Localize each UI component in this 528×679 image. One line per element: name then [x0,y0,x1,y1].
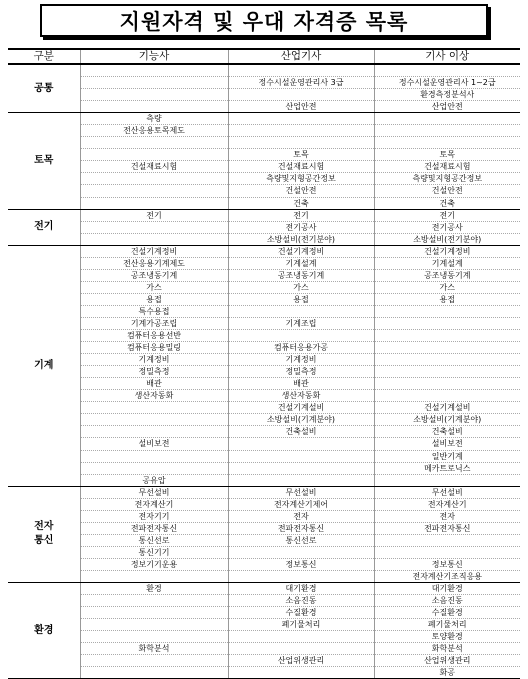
category-cell: 토목 [8,113,80,209]
table-body [8,64,520,679]
industrial-engineer-cell [228,546,374,558]
title-box [40,4,488,37]
industrial-engineer-cell [228,137,374,149]
craftsman-cell: 배관 [80,378,228,390]
engineer-cell: 일반기계 [374,450,520,462]
category-cell: 전자 통신 [8,486,80,582]
engineer-cell [374,137,520,149]
header-craftsman: 기능사 [80,49,228,64]
certificate-table [8,48,520,679]
craftsman-cell [80,149,228,161]
industrial-engineer-cell: 건축 [228,197,374,209]
industrial-engineer-cell [228,474,374,486]
header-industrial-engineer: 산업기사 [228,49,374,64]
table-row [8,354,520,366]
industrial-engineer-cell: 건설기계설비 [228,402,374,414]
craftsman-cell: 공유압 [80,474,228,486]
engineer-cell [374,113,520,125]
table-row [8,546,520,558]
industrial-engineer-cell: 정보통신 [228,558,374,570]
table-row [8,462,520,474]
table-row [8,245,520,257]
table-header-row [8,49,520,64]
table-row [8,317,520,329]
industrial-engineer-cell: 산업위생관리 [228,655,374,667]
engineer-cell: 메카트로닉스 [374,462,520,474]
industrial-engineer-cell [228,64,374,77]
engineer-cell [374,354,520,366]
industrial-engineer-cell [228,113,374,125]
engineer-cell [374,125,520,137]
industrial-engineer-cell: 측량및지형공간정보 [228,173,374,185]
craftsman-cell: 컴퓨터응용선반 [80,330,228,342]
craftsman-cell: 무선설비 [80,486,228,498]
engineer-cell: 용접 [374,293,520,305]
engineer-cell [374,317,520,329]
industrial-engineer-cell: 수질환경 [228,607,374,619]
engineer-cell: 무선설비 [374,486,520,498]
table-row [8,305,520,317]
table-row [8,570,520,582]
engineer-cell: 대기환경 [374,583,520,595]
engineer-cell: 토양환경 [374,631,520,643]
engineer-cell: 산업안전 [374,101,520,113]
table-row [8,498,520,510]
industrial-engineer-cell: 토목 [228,149,374,161]
engineer-cell: 가스 [374,281,520,293]
industrial-engineer-cell: 전자계산기제어 [228,498,374,510]
industrial-engineer-cell: 대기환경 [228,583,374,595]
industrial-engineer-cell [228,89,374,101]
category-cell: 전기 [8,209,80,245]
engineer-cell [374,330,520,342]
craftsman-cell [80,426,228,438]
engineer-cell: 화공 [374,667,520,679]
craftsman-cell [80,462,228,474]
engineer-cell: 건설기계정비 [374,245,520,257]
table-row [8,390,520,402]
engineer-cell: 정보통신 [374,558,520,570]
engineer-cell: 산업위생관리 [374,655,520,667]
industrial-engineer-cell: 통신선로 [228,534,374,546]
industrial-engineer-cell: 정밀측정 [228,366,374,378]
table-row [8,402,520,414]
engineer-cell: 건축 [374,197,520,209]
table-row [8,89,520,101]
engineer-cell: 수질환경 [374,607,520,619]
craftsman-cell [80,173,228,185]
table-row [8,378,520,390]
industrial-engineer-cell: 건축설비 [228,426,374,438]
craftsman-cell: 기계가공조립 [80,317,228,329]
craftsman-cell: 전파전자통신 [80,522,228,534]
industrial-engineer-cell [228,330,374,342]
table-row [8,197,520,209]
craftsman-cell: 용접 [80,293,228,305]
industrial-engineer-cell: 기계정비 [228,354,374,366]
engineer-cell: 화학분석 [374,643,520,655]
industrial-engineer-cell [228,450,374,462]
craftsman-cell [80,221,228,233]
table-row [8,643,520,655]
craftsman-cell: 전산응용기계제도 [80,257,228,269]
engineer-cell [374,342,520,354]
table-row [8,77,520,89]
engineer-cell: 전자계산기조직응용 [374,570,520,582]
craftsman-cell: 건설기계정비 [80,245,228,257]
craftsman-cell [80,101,228,113]
industrial-engineer-cell: 전기 [228,209,374,221]
page-title: 지원자격 및 우대 자격증 목록 [119,9,409,34]
table-row [8,173,520,185]
craftsman-cell [80,137,228,149]
industrial-engineer-cell: 소방설비(전기분야) [228,233,374,245]
industrial-engineer-cell: 건설안전 [228,185,374,197]
table-row [8,64,520,77]
engineer-cell: 전파전자통신 [374,522,520,534]
engineer-cell: 폐기물처리 [374,619,520,631]
engineer-cell [374,378,520,390]
header-category: 구분 [8,49,80,64]
craftsman-cell [80,607,228,619]
engineer-cell: 소방설비(전기분야) [374,233,520,245]
craftsman-cell [80,197,228,209]
engineer-cell: 공조냉동기계 [374,269,520,281]
craftsman-cell: 특수용접 [80,305,228,317]
industrial-engineer-cell: 폐기물처리 [228,619,374,631]
table-row [8,366,520,378]
table-row [8,583,520,595]
craftsman-cell [80,89,228,101]
engineer-cell [374,474,520,486]
table-row [8,510,520,522]
table-row [8,426,520,438]
craftsman-cell: 화학분석 [80,643,228,655]
craftsman-cell: 정보기기운용 [80,558,228,570]
category-cell: 환경 [8,583,80,679]
engineer-cell [374,546,520,558]
craftsman-cell [80,402,228,414]
industrial-engineer-cell: 전기공사 [228,221,374,233]
industrial-engineer-cell: 무선설비 [228,486,374,498]
category-cell: 기계 [8,245,80,486]
header-engineer-and-above: 기사 이상 [374,49,520,64]
engineer-cell [374,366,520,378]
craftsman-cell [80,631,228,643]
craftsman-cell [80,64,228,77]
table-row [8,342,520,354]
industrial-engineer-cell [228,631,374,643]
craftsman-cell: 가스 [80,281,228,293]
craftsman-cell: 컴퓨터응용밀링 [80,342,228,354]
engineer-cell [374,534,520,546]
craftsman-cell: 정밀측정 [80,366,228,378]
industrial-engineer-cell [228,438,374,450]
craftsman-cell: 전기 [80,209,228,221]
engineer-cell [374,305,520,317]
category-cell: 공통 [8,64,80,113]
table-row [8,233,520,245]
industrial-engineer-cell [228,667,374,679]
table-row [8,486,520,498]
engineer-cell [374,64,520,77]
table-row [8,209,520,221]
craftsman-cell [80,185,228,197]
engineer-cell: 건축설비 [374,426,520,438]
industrial-engineer-cell: 건설재료시험 [228,161,374,173]
table-row [8,149,520,161]
craftsman-cell: 통신선로 [80,534,228,546]
industrial-engineer-cell: 소방설비(기계분야) [228,414,374,426]
craftsman-cell: 기계정비 [80,354,228,366]
craftsman-cell: 통신기기 [80,546,228,558]
industrial-engineer-cell: 정수시설운영관리사 3급 [228,77,374,89]
engineer-cell: 건설재료시험 [374,161,520,173]
table-row [8,185,520,197]
industrial-engineer-cell [228,462,374,474]
table-row [8,257,520,269]
industrial-engineer-cell [228,643,374,655]
table-row [8,293,520,305]
craftsman-cell: 공조냉동기계 [80,269,228,281]
industrial-engineer-cell: 생산자동화 [228,390,374,402]
table-row [8,595,520,607]
craftsman-cell [80,233,228,245]
craftsman-cell: 전자기기 [80,510,228,522]
table-row [8,125,520,137]
table-row [8,414,520,426]
engineer-cell: 환경측정분석사 [374,89,520,101]
industrial-engineer-cell: 산업안전 [228,101,374,113]
table-row [8,631,520,643]
table-row [8,522,520,534]
craftsman-cell [80,667,228,679]
industrial-engineer-cell: 가스 [228,281,374,293]
craftsman-cell: 설비보전 [80,438,228,450]
industrial-engineer-cell [228,570,374,582]
craftsman-cell [80,450,228,462]
industrial-engineer-cell: 용접 [228,293,374,305]
table-row [8,607,520,619]
table-row [8,667,520,679]
industrial-engineer-cell: 전파전자통신 [228,522,374,534]
industrial-engineer-cell: 기계설계 [228,257,374,269]
engineer-cell: 소방설비(기계분야) [374,414,520,426]
engineer-cell: 전기 [374,209,520,221]
craftsman-cell [80,619,228,631]
industrial-engineer-cell: 건설기계정비 [228,245,374,257]
industrial-engineer-cell: 소음진동 [228,595,374,607]
engineer-cell: 토목 [374,149,520,161]
craftsman-cell [80,414,228,426]
engineer-cell: 기계설계 [374,257,520,269]
craftsman-cell [80,595,228,607]
table-row [8,101,520,113]
table-row [8,269,520,281]
industrial-engineer-cell: 전자 [228,510,374,522]
industrial-engineer-cell: 공조냉동기계 [228,269,374,281]
table-row [8,113,520,125]
table-row [8,534,520,546]
table-row [8,161,520,173]
table-row [8,558,520,570]
table-row [8,137,520,149]
engineer-cell [374,390,520,402]
craftsman-cell: 건설재료시험 [80,161,228,173]
engineer-cell: 설비보전 [374,438,520,450]
table-row [8,619,520,631]
table-row [8,474,520,486]
craftsman-cell [80,77,228,89]
engineer-cell: 건설기계설비 [374,402,520,414]
table-row [8,330,520,342]
engineer-cell: 측량및지형공간정보 [374,173,520,185]
industrial-engineer-cell: 컴퓨터응용가공 [228,342,374,354]
table-row [8,450,520,462]
table-row [8,281,520,293]
industrial-engineer-cell: 배관 [228,378,374,390]
engineer-cell: 소음진동 [374,595,520,607]
craftsman-cell: 전자계산기 [80,498,228,510]
craftsman-cell: 환경 [80,583,228,595]
engineer-cell: 전기공사 [374,221,520,233]
craftsman-cell: 전산응용토목제도 [80,125,228,137]
craftsman-cell: 생산자동화 [80,390,228,402]
engineer-cell: 전자 [374,510,520,522]
industrial-engineer-cell: 기계조립 [228,317,374,329]
craftsman-cell [80,570,228,582]
engineer-cell: 전자계산기 [374,498,520,510]
industrial-engineer-cell [228,305,374,317]
engineer-cell: 정수시설운영관리사 1~2급 [374,77,520,89]
craftsman-cell: 측량 [80,113,228,125]
table-row [8,221,520,233]
industrial-engineer-cell [228,125,374,137]
table-row [8,438,520,450]
engineer-cell: 건설안전 [374,185,520,197]
